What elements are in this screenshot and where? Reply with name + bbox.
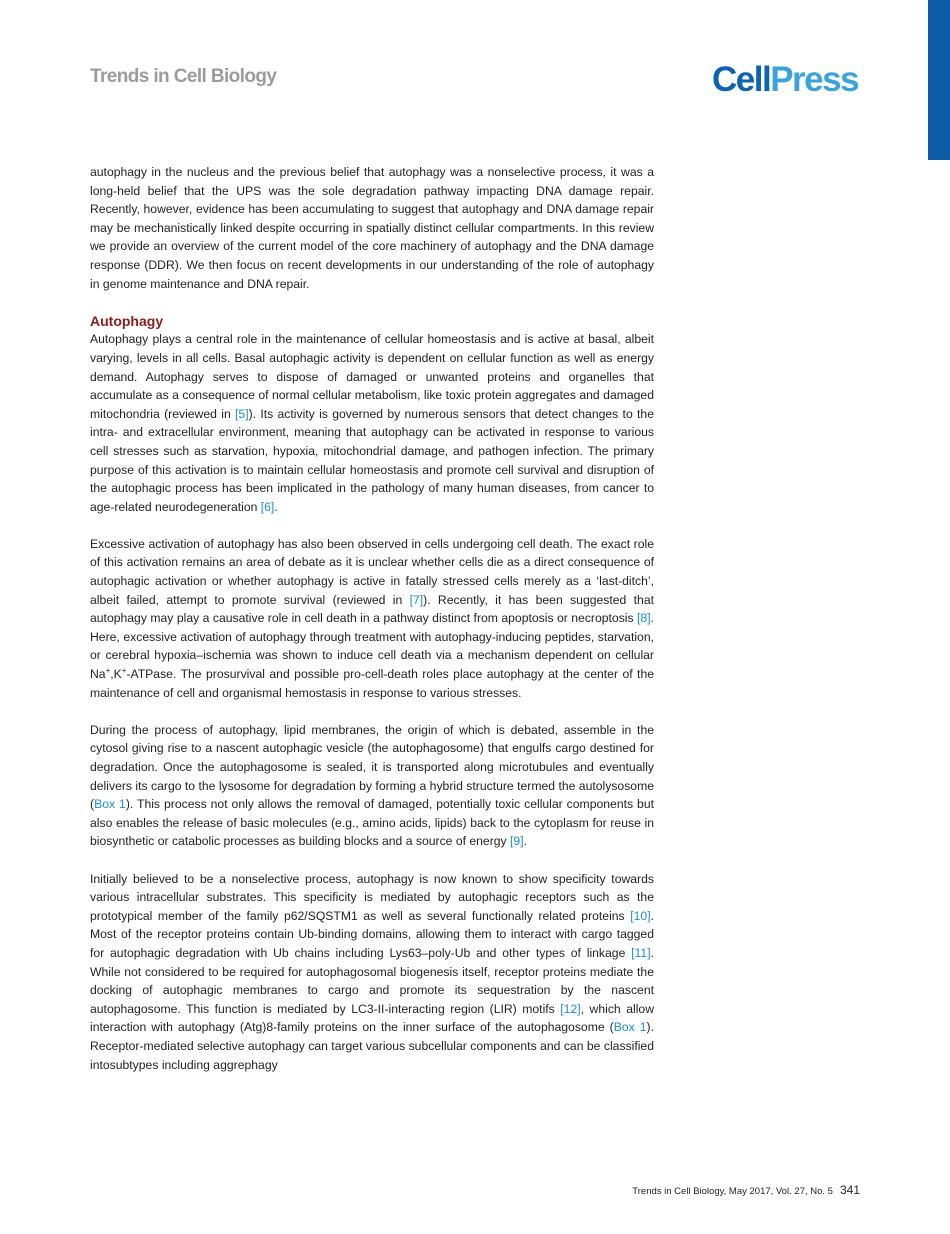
- cellpress-logo: [712, 60, 858, 100]
- text-run: .: [523, 834, 527, 849]
- paragraph-1: [90, 330, 654, 516]
- text-run: . While not considered to be required for autophagosomal biogenesis itself, receptor proteins mediate the docking of autophagic membranes to cargo and promote its sequestration by the nascent autophagosome. This function is mediated by LC3-II-interacting region (LIR) motifs: [90, 945, 654, 1016]
- text-run: During the process of autophagy, lipid membranes, the origin of which is debated, assemble in the cytosol giving rise to a nascent autophagic vesicle (the autophagosome) that engulfs cargo destined for degradation. Once the autophagosome is sealed, it is transported along microtubules and eventually delivers its cargo to the lysosome for degradation by forming a hybrid structure termed the autolysosome (: [90, 722, 654, 812]
- text-run: ). Recently, it has been suggested that autophagy may play a causative role in cell death in a pathway distinct from apoptosis or necroptosis: [90, 592, 654, 626]
- reference-link[interactable]: [9]: [510, 834, 524, 849]
- reference-link[interactable]: [8]: [637, 611, 651, 626]
- logo-cell-text: Cell: [712, 60, 771, 99]
- box-link[interactable]: Box 1: [94, 797, 126, 812]
- reference-link[interactable]: [6]: [260, 499, 275, 514]
- text-run: Autophagy plays a central role in the maintenance of cellular homeostasis and is active at basal, albeit varying, levels in all cells. Basal autophagic activity is dependent on cellular function as well as energy demand. Autophagy serves to dispose of damaged or unwanted proteins and organelles that accumulate as a consequence of normal cellular metabolism, like toxic protein aggregates and damaged mitochondria (reviewed in: [90, 332, 654, 421]
- article-body: [90, 163, 654, 1093]
- text-run: ,K: [110, 667, 122, 682]
- box-link[interactable]: Box 1: [613, 1020, 647, 1035]
- text-run: ). Its activity is governed by numerous sensors that detect changes to the intra- and extracellular environment, meaning that autophagy can be activated in response to various cell stresses such as starvation, hypoxia, mitochondrial damage, and pathogen infection. The primary purpose of this activation is to maintain cellular homeostasis and promote cell survival and disruption of the autophagic process has been implicated in the pathology of many human diseases, from cancer to age-related neurodegeneration: [90, 406, 654, 514]
- logo-press-text: Press: [770, 60, 859, 99]
- footer-citation: Trends in Cell Biology, May 2017, Vol. 27, No. 5: [632, 1186, 833, 1197]
- text-run: Excessive activation of autophagy has also been observed in cells undergoing cell death. The exact role of this activation remains an area of debate as it is unclear whether cells die as a direct consequence of autophagic activation or whether autophagy is active in fatally stressed cells merely as a ‘last-ditch’, albeit failed, attempt to promote survival (reviewed in: [90, 536, 654, 607]
- reference-link[interactable]: [7]: [409, 592, 424, 607]
- reference-link[interactable]: [12]: [560, 1001, 581, 1016]
- text-run: .: [274, 499, 278, 514]
- paragraph-2: [90, 535, 654, 702]
- reference-link[interactable]: [11]: [631, 945, 651, 960]
- text-run: Initially believed to be a nonselective process, autophagy is now known to show specificity towards various intracellular substrates. This specificity is mediated by autophagic receptors such as the prototypical member of the family p62/SQSTM1 as well as several functionally related proteins: [90, 871, 654, 923]
- text-run: ). This process not only allows the removal of damaged, potentially toxic cellular components but also enables the release of basic molecules (e.g., amino acids, lipids) back to the cytoplasm for reuse in biosynthetic or catabolic processes as building blocks and a source of energy: [90, 797, 654, 849]
- superscript: +: [105, 665, 111, 675]
- text-run: . Here, excessive activation of autophagy through treatment with autophagy-inducing peptides, starvation, or cerebral hypoxia–ischemia was shown to induce cell death via a mechanism dependent on cellular Na: [90, 611, 654, 682]
- text-run: -ATPase. The prosurvival and possible pro-cell-death roles place autophagy at the center of the maintenance of cell and organismal hemostasis in response to various stresses.: [90, 667, 654, 700]
- section-tab: [928, 0, 950, 160]
- text-run: . Most of the receptor proteins contain Ub-binding domains, allowing them to interact with cargo tagged for autophagic degradation with Ub chains including Lys63–poly-Ub and other types of linkage: [90, 908, 654, 960]
- journal-title: Trends in Cell Biology: [90, 66, 277, 87]
- page-number: 341: [839, 1183, 860, 1197]
- paragraph-3: [90, 721, 654, 851]
- section-heading: Autophagy: [90, 312, 164, 329]
- intro-paragraph: autophagy in the nucleus and the previous belief that autophagy was a nonselective process, it was a long-held belief that the UPS was the sole degradation pathway impacting DNA damage repair. Recently, however, evidence has been accumulating to suggest that autophagy and DNA damage repair may be mechanistically linked despite occurring in spatially distinct cellular compartments. In this review we provide an overview of the current model of the core machinery of autophagy and the DNA damage response (DDR). We then focus on recent developments in our understanding of the role of autophagy in genome maintenance and DNA repair.: [90, 165, 654, 291]
- text-run: , which allow interaction with autophagy (Atg)8-family proteins on the inner surface of the autophagosome (: [90, 1001, 655, 1035]
- paragraph-4: [90, 870, 654, 1075]
- superscript: +: [121, 665, 127, 675]
- reference-link[interactable]: [5]: [235, 406, 249, 421]
- text-run: ). Receptor-mediated selective autophagy can target various subcellular components and can be classified intosubtypes including aggrephagy: [90, 1020, 654, 1072]
- reference-link[interactable]: [10]: [630, 908, 651, 923]
- page-footer: [632, 1183, 860, 1197]
